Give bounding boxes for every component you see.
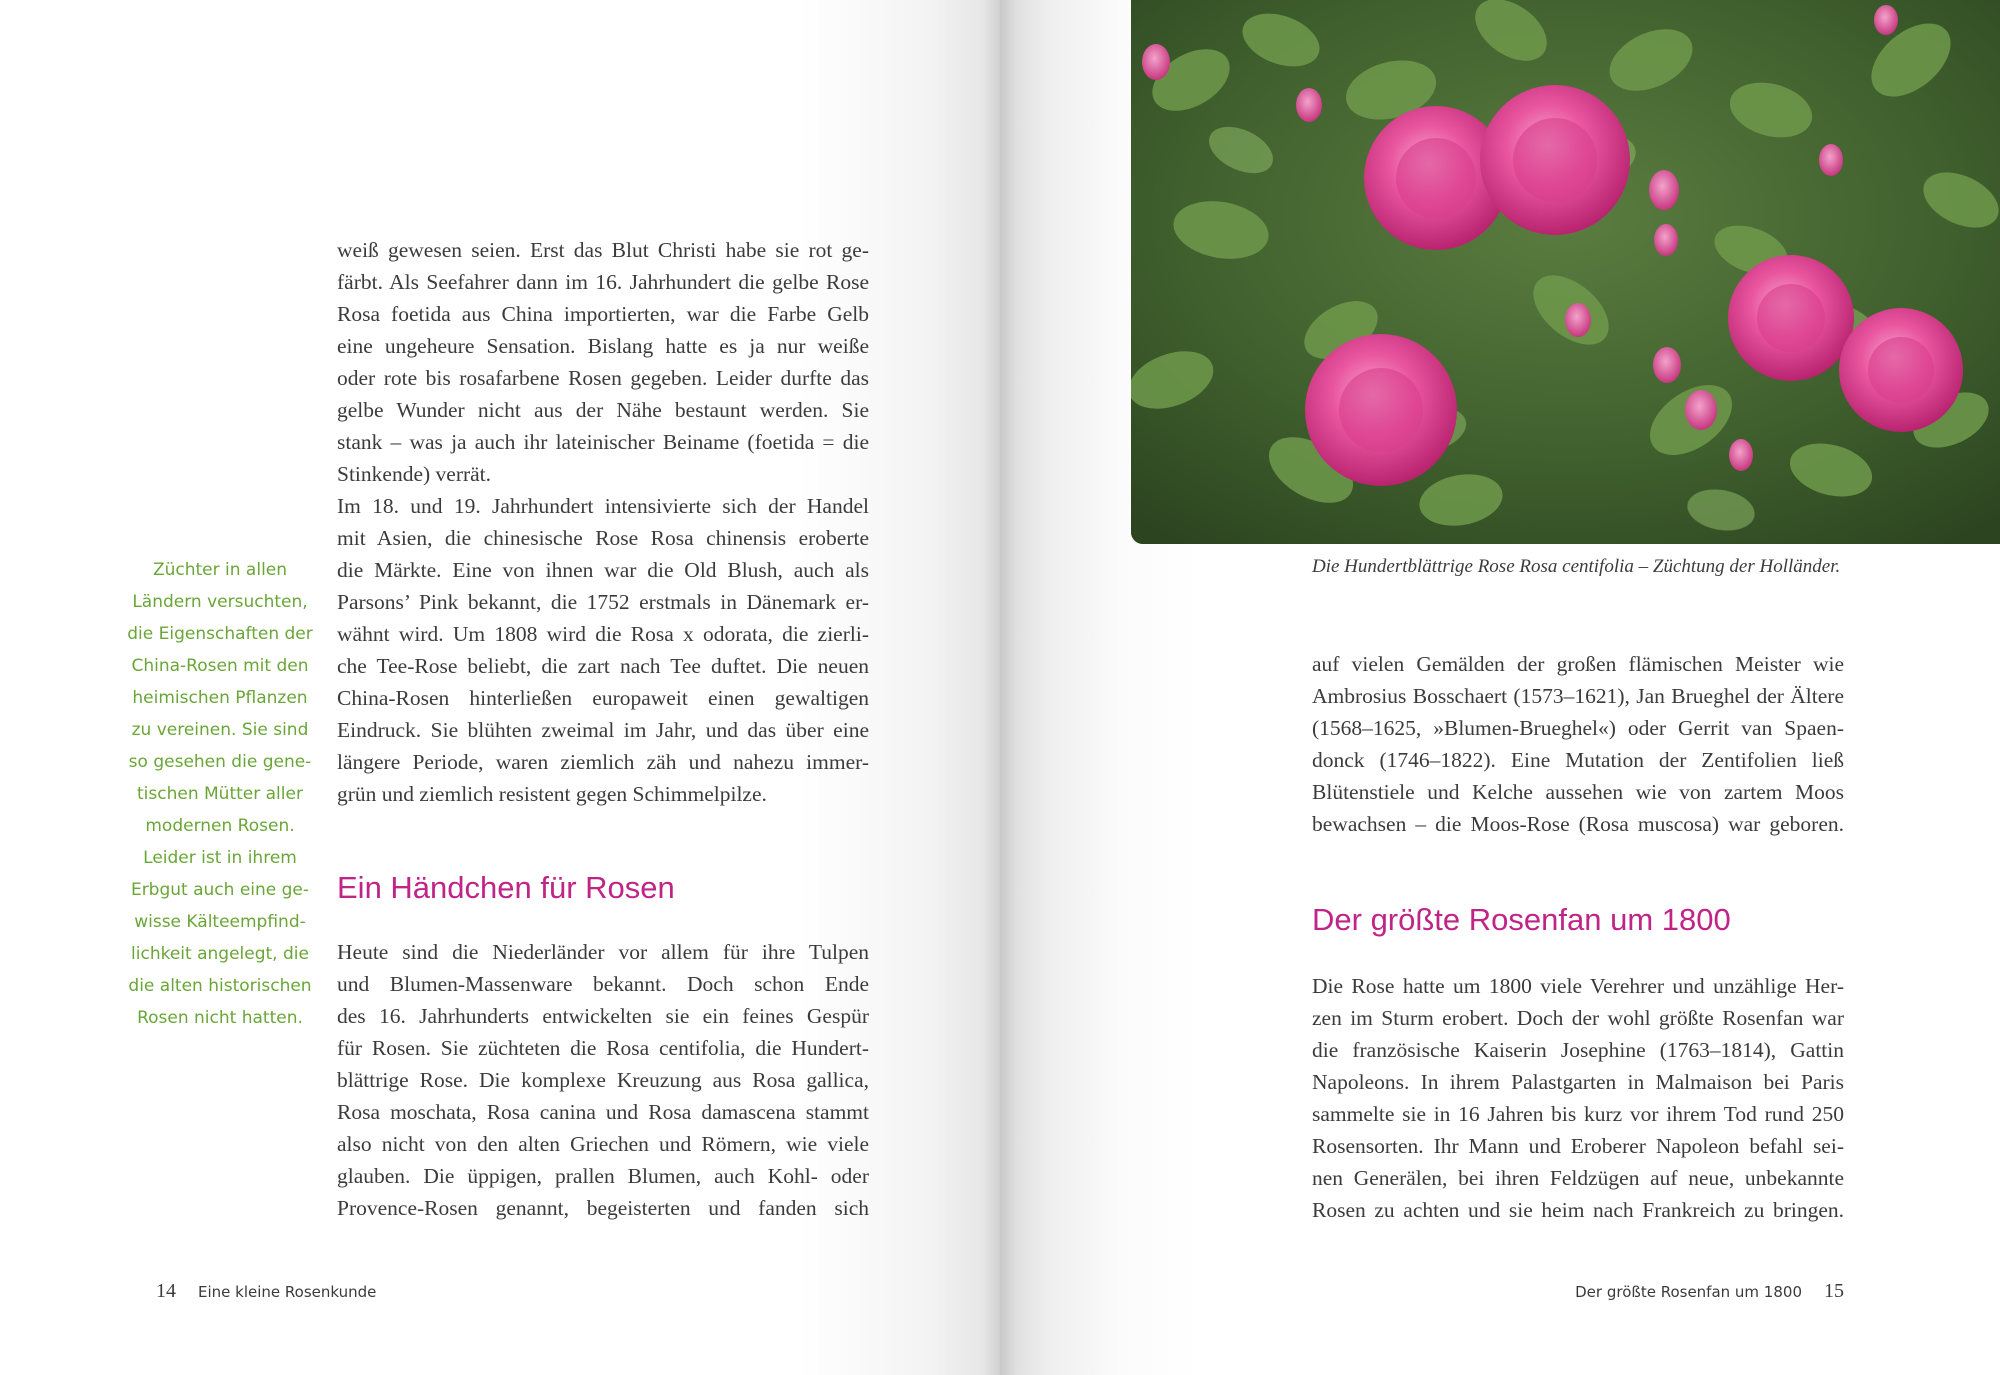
text-line: oder rote bis rosafarbene Rosen gegeben. Leider durfte das [337, 366, 869, 390]
text-line: Rosen zu achten und sie heim nach Frankreich zu bringen. [1312, 1198, 1844, 1222]
text-line: zen im Sturm erobert. Doch der wohl größte Rosenfan war [1312, 1006, 1844, 1030]
running-title: Eine kleine Rosenkunde [198, 1283, 377, 1301]
text-line: donck (1746–1822). Eine Mutation der Zentifolien ließ [1312, 748, 1844, 772]
margin-note-line: so gesehen die gene- [128, 752, 312, 772]
margin-note-line: tischen Mütter aller [137, 784, 303, 804]
text-line: und Blumen-Massenware bekannt. Doch schon Ende [337, 972, 869, 996]
text-line: Die Rose hatte um 1800 viele Verehrer und unzählige Her- [1312, 974, 1844, 998]
text-line: mit Asien, die chinesische Rose Rosa chinensis eroberte [337, 526, 869, 550]
text-line: eine ungeheure Sensation. Bislang hatte es ja nur weiße [337, 334, 869, 358]
text-line: sammelte sie in 16 Jahren bis kurz vor ihrem Tod rund 250 [1312, 1102, 1844, 1126]
margin-note-line: wisse Kälteempfind- [134, 912, 306, 932]
text-line: nen Generälen, bei ihren Feldzügen auf neue, unbekannte [1312, 1166, 1844, 1190]
text-line: Parsons’ Pink bekannt, die 1752 erstmals in Dänemark er- [337, 590, 869, 614]
text-line: China-Rosen hinterließen europaweit einen gewaltigen [337, 686, 869, 710]
text-line: also nicht von den alten Griechen und Römern, wie viele [337, 1132, 869, 1156]
text-line: die Märkte. Eine von ihnen war die Old Blush, auch als [337, 558, 869, 582]
text-line: für Rosen. Sie züchteten die Rosa centifolia, die Hundert- [337, 1036, 869, 1060]
text-line: Heute sind die Niederländer vor allem für ihre Tulpen [337, 940, 869, 964]
text-line: Eindruck. Sie blühten zweimal im Jahr, und das über eine [337, 718, 869, 742]
text-line: auf vielen Gemälden der großen flämischen Meister wie [1312, 652, 1844, 676]
rose-photo [1131, 0, 2000, 544]
page-number: 15 [1824, 1280, 1844, 1302]
text-line: Rosa moschata, Rosa canina und Rosa damascena stammt [337, 1100, 869, 1124]
text-line: die französische Kaiserin Josephine (1763–1814), Gattin [1312, 1038, 1844, 1062]
margin-note-line: Rosen nicht hatten. [137, 1008, 303, 1028]
right-body-text-1 [1312, 648, 1844, 840]
text-line: Ambrosius Bosschaert (1573–1621), Jan Brueghel der Ältere [1312, 684, 1844, 708]
footer-right [1575, 1280, 1844, 1303]
text-line: Blütenstiele und Kelche aussehen wie von zartem Moos [1312, 780, 1844, 804]
margin-note-line: die Eigenschaften der [127, 624, 313, 644]
margin-note-line: lichkeit angelegt, die [131, 944, 309, 964]
margin-note-line: zu vereinen. Sie sind [131, 720, 309, 740]
text-line: färbt. Als Seefahrer dann im 16. Jahrhundert die gelbe Rose [337, 270, 869, 294]
margin-note-line: modernen Rosen. [145, 816, 295, 836]
text-line: des 16. Jahrhunderts entwickelten sie ein feines Gespür [337, 1004, 869, 1028]
text-line: Rosa foetida aus China importierten, war die Farbe Gelb [337, 302, 869, 326]
text-line: Napoleons. In ihrem Palastgarten in Malmaison bei Paris [1312, 1070, 1844, 1094]
text-line: stank – was ja auch ihr lateinischer Beiname (foetida = die [337, 430, 869, 454]
page-number: 14 [156, 1280, 176, 1302]
margin-note-line: Ländern versuchten, [132, 592, 308, 612]
text-line: blättrige Rose. Die komplexe Kreuzung aus Rosa gallica, [337, 1068, 869, 1092]
margin-note [120, 554, 320, 1034]
text-line: wähnt wird. Um 1808 wird die Rosa x odorata, die zierli- [337, 622, 869, 646]
right-body-text-2 [1312, 970, 1844, 1226]
margin-note-line: China-Rosen mit den [131, 656, 309, 676]
text-line: glauben. Die üppigen, prallen Blumen, auch Kohl- oder [337, 1164, 869, 1188]
text-line: Rosensorten. Ihr Mann und Eroberer Napoleon befahl sei- [1312, 1134, 1844, 1158]
text-line: Stinkende) verrät. [337, 462, 492, 486]
section-heading-left: Ein Händchen für Rosen [337, 870, 675, 905]
left-body-text-1 [337, 234, 869, 810]
photo-caption: Die Hundertblättrige Rose Rosa centifolia – Züchtung der Holländer. [1312, 556, 1841, 577]
text-line: längere Periode, waren ziemlich zäh und nahezu immer- [337, 750, 869, 774]
book-gutter [983, 0, 1017, 1375]
text-line: gelbe Wunder nicht aus der Nähe bestaunt werden. Sie [337, 398, 869, 422]
text-line: weiß gewesen seien. Erst das Blut Christi habe sie rot ge- [337, 238, 869, 262]
margin-note-line: Züchter in allen [152, 560, 288, 580]
text-line: Im 18. und 19. Jahrhundert intensivierte sich der Handel [337, 494, 869, 518]
margin-note-line: die alten historischen [128, 976, 312, 996]
text-line: Provence-Rosen genannt, begeisterten und fanden sich [337, 1196, 869, 1220]
text-line: (1568–1625, »Blumen-Brueghel«) oder Gerrit van Spaen- [1312, 716, 1844, 740]
text-line: che Tee-Rose beliebt, die zart nach Tee duftet. Die neuen [337, 654, 869, 678]
margin-note-line: heimischen Pflanzen [132, 688, 308, 708]
text-line: grün und ziemlich resistent gegen Schimmelpilze. [337, 782, 767, 806]
text-line: bewachsen – die Moos-Rose (Rosa muscosa) war geboren. [1312, 812, 1844, 836]
footer-left [156, 1280, 376, 1303]
left-body-text-2 [337, 936, 869, 1224]
margin-note-line: Leider ist in ihrem [143, 848, 297, 868]
running-title: Der größte Rosenfan um 1800 [1575, 1283, 1802, 1301]
section-heading-right: Der größte Rosenfan um 1800 [1312, 902, 1731, 937]
margin-note-line: Erbgut auch eine ge- [130, 880, 310, 900]
